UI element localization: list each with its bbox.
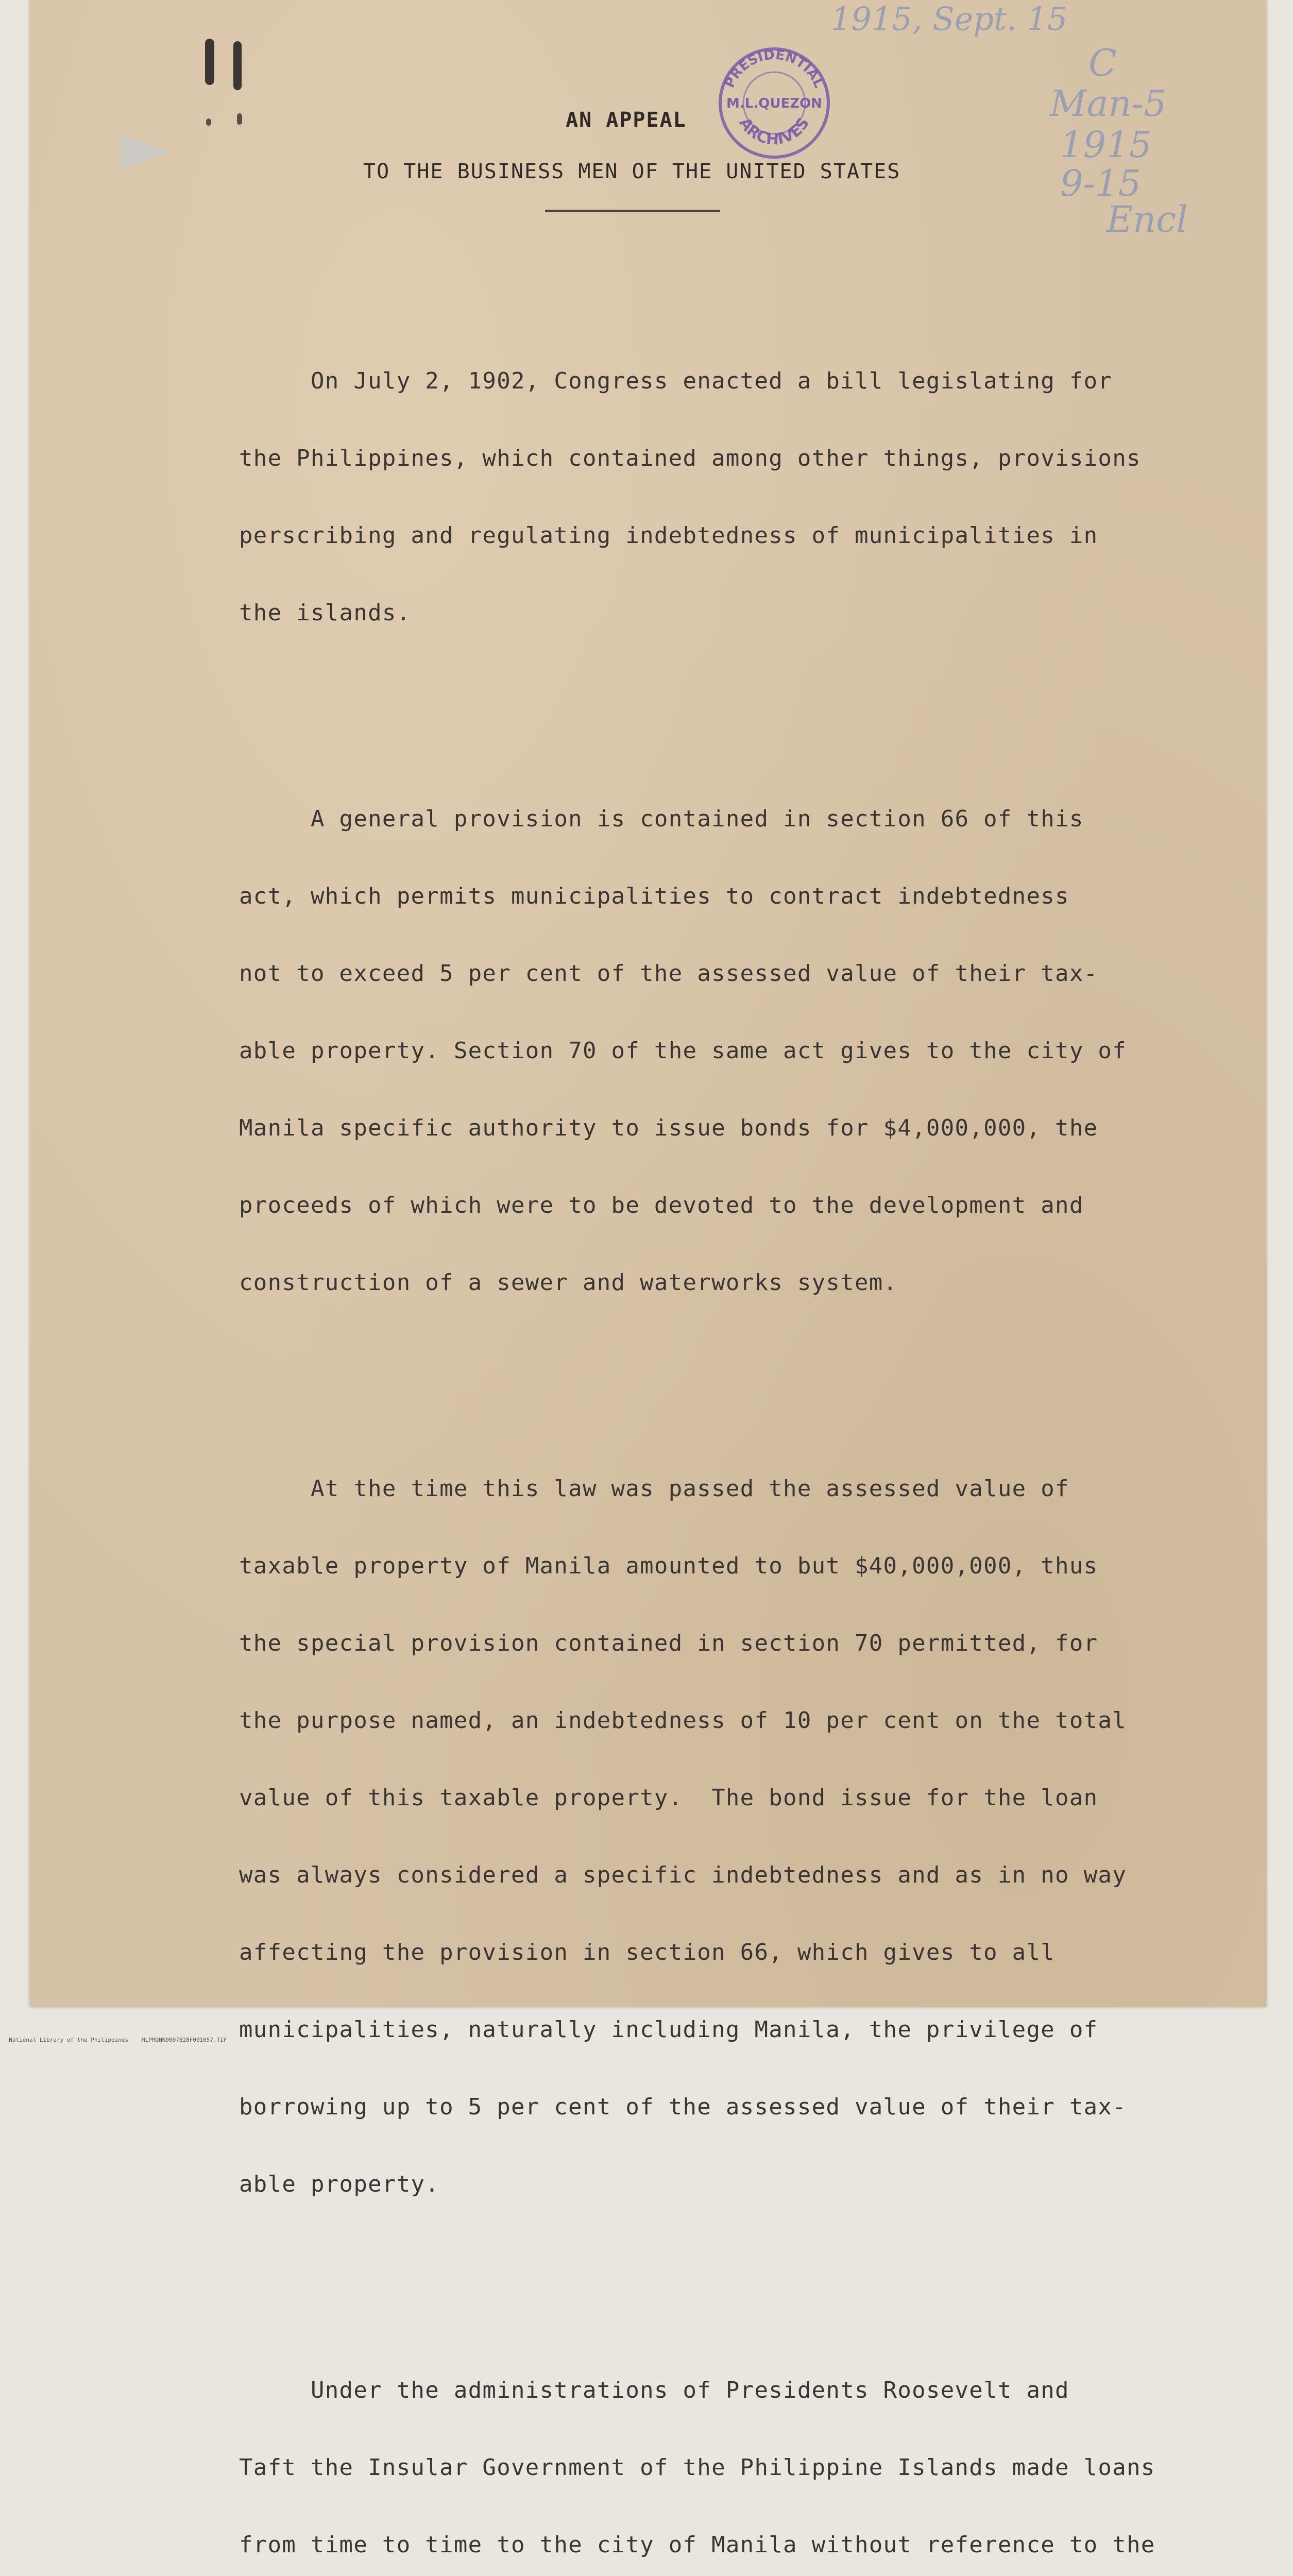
text-line: the islands. (239, 600, 411, 626)
svg-text:ARCHIVES (736, 114, 813, 148)
handwritten-date: 1915, Sept. 15 (831, 0, 1068, 38)
code-line: Man-5 (1050, 82, 1167, 125)
stamp-middle-text: M.L.QUEZON (726, 96, 822, 111)
paragraph (239, 317, 1264, 677)
document-title: AN APPEAL (566, 108, 687, 132)
archive-stamp (715, 44, 833, 162)
punch-mark (237, 113, 242, 125)
scan-footer (2, 2030, 241, 2043)
text-line: from time to time to the city of Manila without reference to the (239, 2532, 1155, 2558)
text-line: affecting the provision in section 66, which gives to all (239, 1939, 1056, 1965)
library-credit: National Library of the Philippines (9, 2037, 129, 2043)
stamp-top-text: PRESIDENTIAL (722, 47, 827, 91)
code-line: 9-15 (1060, 162, 1142, 205)
paragraph (239, 755, 1264, 1347)
text-line: perscribing and regulating indebtedness of municipalities in (239, 522, 1098, 549)
svg-text:PRESIDENTIAL (722, 47, 826, 90)
file-id: MLPMQNN0007B28F001057.TIF (142, 2037, 227, 2043)
text-line: able property. Section 70 of the same act gives to the city of (239, 1038, 1127, 1064)
text-line: not to exceed 5 per cent of the assessed value of their tax- (239, 960, 1098, 987)
text-line: the special provision contained in section 70 permitted, for (239, 1630, 1098, 1656)
paragraph (239, 2326, 1264, 2576)
document-body (239, 265, 1264, 2576)
text-line: act, which permits municipalities to contract indebtedness (239, 883, 1069, 909)
text-line: municipalities, naturally including Manila, the privilege of (239, 2016, 1098, 2043)
text-line: On July 2, 1902, Congress enacted a bill legislating for (239, 368, 1113, 394)
text-line: value of this taxable property. The bond issue for the loan (239, 1785, 1098, 1811)
text-line: A general provision is contained in section 66 of this (239, 806, 1084, 832)
document-subtitle: TO THE BUSINESS MEN OF THE UNITED STATES (363, 160, 901, 183)
code-line: 1915 (1060, 124, 1152, 166)
punch-mark (206, 118, 211, 126)
text-line: borrowing up to 5 per cent of the assessed value of their tax- (239, 2094, 1127, 2120)
text-line: the Philippines, which contained among other things, provisions (239, 445, 1141, 471)
text-line: At the time this law was passed the assessed value of (239, 1476, 1069, 1502)
code-line: Encl (1107, 198, 1188, 241)
text-line: Under the administrations of Presidents Roosevelt and (239, 2377, 1069, 2403)
paragraph (239, 1425, 1264, 2249)
text-line: construction of a sewer and waterworks system. (239, 1269, 898, 1296)
code-line: C (1088, 41, 1117, 84)
text-line: the purpose named, an indebtedness of 10 per cent on the total (239, 1707, 1127, 1734)
text-line: proceeds of which were to be devoted to the development and (239, 1192, 1084, 1218)
title-rule (545, 210, 720, 212)
text-line: able property. (239, 2171, 440, 2197)
text-line: Manila specific authority to issue bonds for $4,000,000, the (239, 1115, 1098, 1141)
text-line: was always considered a specific indebtedness and as in no way (239, 1862, 1127, 1888)
text-line: taxable property of Manila amounted to but $40,000,000, thus (239, 1553, 1098, 1579)
text-line: Taft the Insular Government of the Philippine Islands made loans (239, 2454, 1155, 2481)
stamp-bottom-text: ARCHIVES (735, 114, 813, 149)
tab-marker (120, 134, 172, 169)
